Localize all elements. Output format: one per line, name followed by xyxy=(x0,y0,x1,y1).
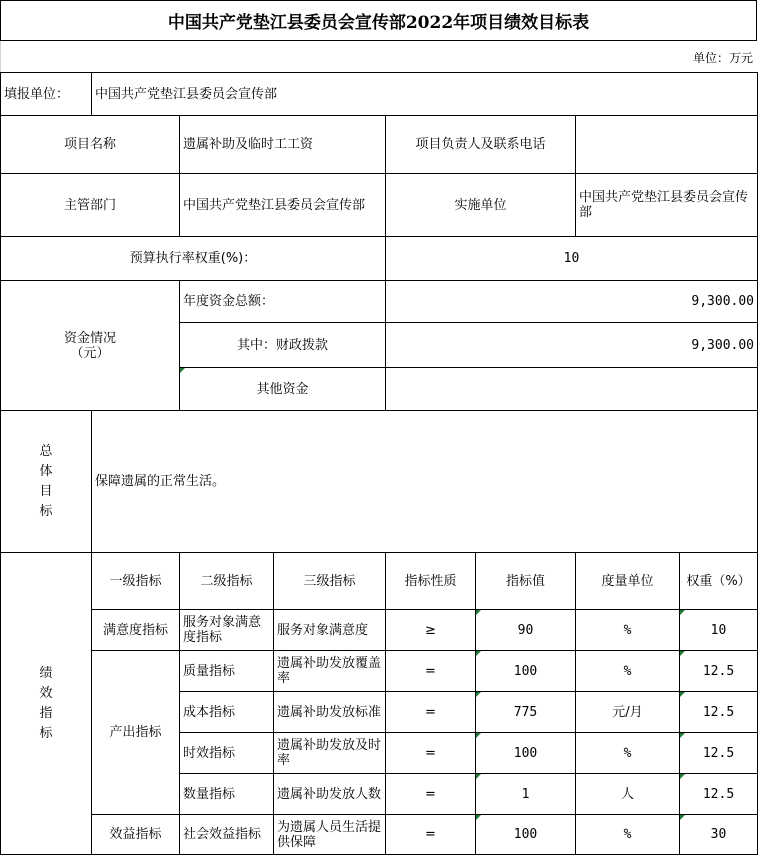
funds-fiscal-value: 9,300.00 xyxy=(386,323,758,368)
row-level2: 成本指标 xyxy=(180,692,274,733)
row-value: 1 xyxy=(476,774,576,815)
row-nature: = xyxy=(386,774,476,815)
sheet-title: 中国共产党垫江县委员会宣传部2022年项目绩效目标表 xyxy=(0,0,757,41)
funds-label-text: 资金情况（元） xyxy=(63,330,116,361)
table-row xyxy=(1,815,758,855)
unit-label: 单位：万元 xyxy=(692,51,753,65)
row-nature: = xyxy=(386,692,476,733)
row-nature: = xyxy=(386,651,476,692)
goal-row xyxy=(1,411,758,553)
row-unit: % xyxy=(576,651,680,692)
row-level3: 遗属补助发放及时率 xyxy=(274,733,386,774)
row-level1: 产出指标 xyxy=(92,651,180,815)
header-nature: 指标性质 xyxy=(386,553,476,610)
performance-label-char: 标 xyxy=(39,725,53,741)
header-level3: 三级指标 xyxy=(274,553,386,610)
row-level2: 时效指标 xyxy=(180,733,274,774)
row-weight: 12.5 xyxy=(680,774,758,815)
row-level3: 遗属补助发放人数 xyxy=(274,774,386,815)
project-name-row xyxy=(1,116,758,174)
budget-weight-row xyxy=(1,237,758,281)
row-unit: % xyxy=(576,610,680,651)
impl-value: 中国共产党垫江县委员会宣传部 xyxy=(576,174,758,237)
header-value: 指标值 xyxy=(476,553,576,610)
goal-text: 保障遗属的正常生活。 xyxy=(92,411,758,553)
row-level2: 社会效益指标 xyxy=(180,815,274,855)
funds-total-value: 9,300.00 xyxy=(386,281,758,323)
performance-label-char: 绩 xyxy=(39,665,53,681)
funds-total-label: 年度资金总额： xyxy=(180,281,386,323)
performance-label-char: 效 xyxy=(39,685,53,701)
row-value: 775 xyxy=(476,692,576,733)
row-value: 90 xyxy=(476,610,576,651)
impl-label: 实施单位 xyxy=(386,174,576,237)
row-nature: ≥ xyxy=(386,610,476,651)
row-weight: 12.5 xyxy=(680,651,758,692)
header-level2: 二级指标 xyxy=(180,553,274,610)
project-contact-value xyxy=(576,116,758,174)
row-unit: % xyxy=(576,733,680,774)
funds-label xyxy=(1,281,180,411)
budget-weight-label: 预算执行率权重(%)： xyxy=(1,237,386,281)
funds-other-label: 其他资金 xyxy=(180,368,386,411)
row-weight: 12.5 xyxy=(680,692,758,733)
row-level3: 服务对象满意度 xyxy=(274,610,386,651)
performance-label-char: 指 xyxy=(39,705,53,721)
project-name-value: 遗属补助及临时工工资 xyxy=(180,116,386,174)
row-value: 100 xyxy=(476,733,576,774)
unit-row xyxy=(0,41,757,72)
project-name-label: 项目名称 xyxy=(1,116,180,174)
dept-label: 主管部门 xyxy=(1,174,180,237)
table-row xyxy=(1,610,758,651)
reporting-unit-label: 填报单位： xyxy=(1,73,92,116)
reporting-unit-row xyxy=(1,73,758,116)
goal-label-char: 目 xyxy=(39,483,53,499)
performance-label xyxy=(1,553,92,855)
department-row xyxy=(1,174,758,237)
goal-label xyxy=(1,411,92,553)
funds-other-value xyxy=(386,368,758,411)
row-level3: 遗属补助发放覆盖率 xyxy=(274,651,386,692)
table-row xyxy=(1,651,758,692)
row-level3: 为遗属人员生活提供保障 xyxy=(274,815,386,855)
row-level2: 质量指标 xyxy=(180,651,274,692)
row-unit: 人 xyxy=(576,774,680,815)
row-level2: 数量指标 xyxy=(180,774,274,815)
project-contact-label: 项目负责人及联系电话 xyxy=(386,116,576,174)
funds-fiscal-label: 其中：财政拨款 xyxy=(180,323,386,368)
row-nature: = xyxy=(386,733,476,774)
row-unit: 元/月 xyxy=(576,692,680,733)
funds-total-row xyxy=(1,281,758,323)
performance-table xyxy=(0,72,758,855)
dept-value: 中国共产党垫江县委员会宣传部 xyxy=(180,174,386,237)
row-weight: 30 xyxy=(680,815,758,855)
header-level1: 一级指标 xyxy=(92,553,180,610)
header-weight: 权重（%） xyxy=(680,553,758,610)
row-weight: 12.5 xyxy=(680,733,758,774)
row-weight: 10 xyxy=(680,610,758,651)
row-nature: = xyxy=(386,815,476,855)
reporting-unit-value: 中国共产党垫江县委员会宣传部 xyxy=(92,73,758,116)
row-level3: 遗属补助发放标准 xyxy=(274,692,386,733)
budget-weight-value: 10 xyxy=(386,237,758,281)
row-unit: % xyxy=(576,815,680,855)
goal-label-char: 标 xyxy=(39,503,53,519)
row-level2: 服务对象满意度指标 xyxy=(180,610,274,651)
header-unit: 度量单位 xyxy=(576,553,680,610)
row-level1: 满意度指标 xyxy=(92,610,180,651)
row-value: 100 xyxy=(476,651,576,692)
row-level1: 效益指标 xyxy=(92,815,180,855)
indicator-header-row xyxy=(1,553,758,610)
goal-label-char: 体 xyxy=(39,463,53,479)
goal-label-char: 总 xyxy=(39,443,53,459)
row-value: 100 xyxy=(476,815,576,855)
